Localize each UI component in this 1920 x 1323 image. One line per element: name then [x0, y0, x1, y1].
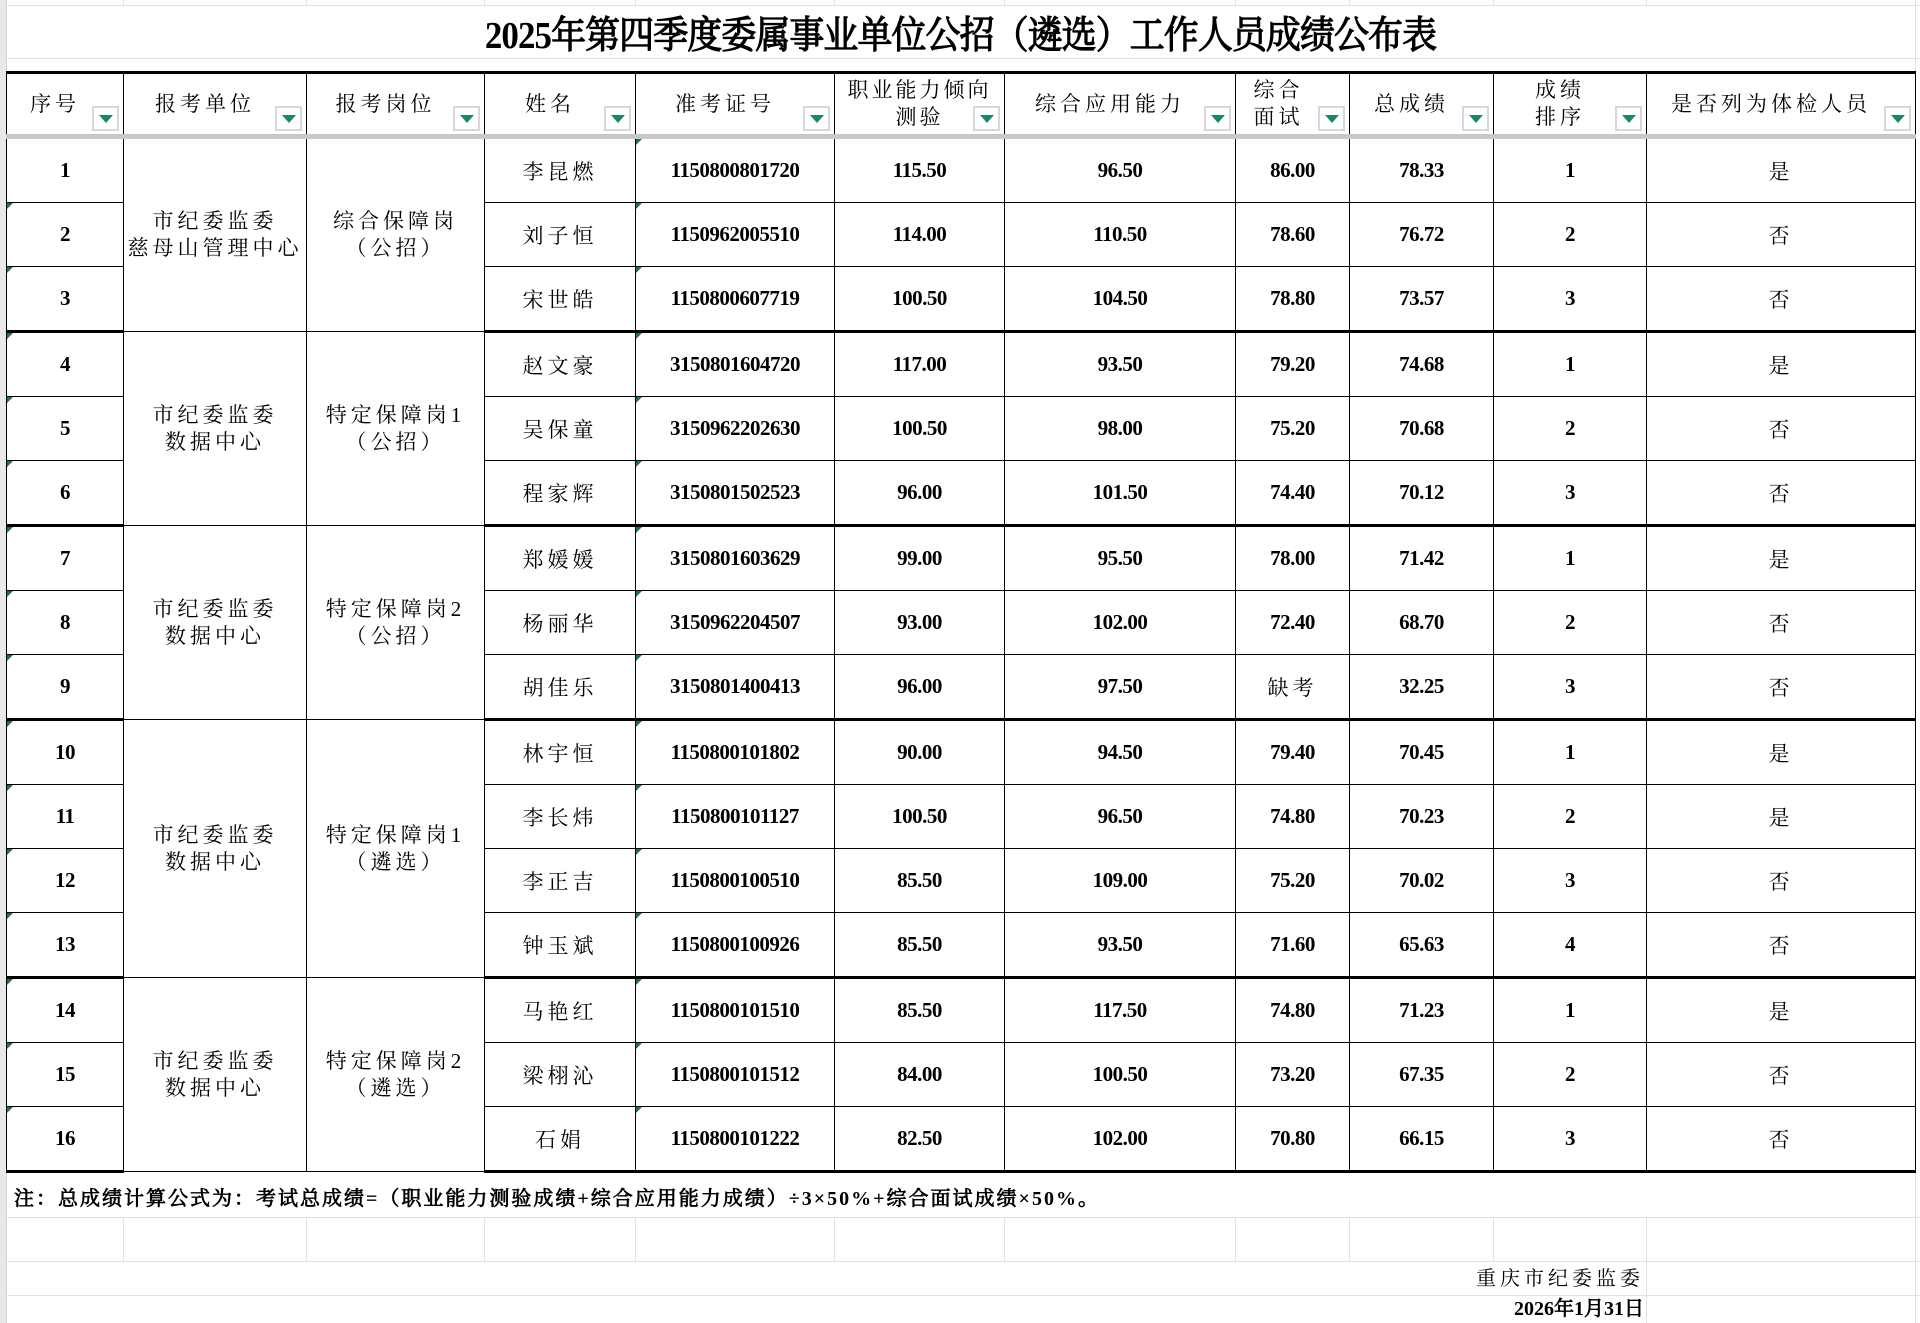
gridline	[123, 1217, 124, 1261]
cell-total[interactable]: 65.63	[1350, 913, 1494, 978]
header-name: 姓名	[485, 73, 636, 137]
dropdown-arrow-icon	[1325, 115, 1339, 123]
cell-physical[interactable]: 是	[1647, 137, 1916, 203]
error-indicator-icon	[636, 785, 642, 791]
cell-total[interactable]: 71.23	[1350, 978, 1494, 1043]
filter-dropdown-button[interactable]	[1884, 106, 1911, 131]
cell-ticket[interactable]: 3150962204507	[636, 591, 835, 655]
cell-rank[interactable]: 2	[1494, 591, 1647, 655]
cell-ticket[interactable]: 1150800101802	[636, 720, 835, 785]
unit-line: 数据中心	[165, 1075, 265, 1100]
cell-aptitude[interactable]: 85.50	[835, 913, 1005, 978]
cell-name[interactable]: 郑媛媛	[485, 526, 636, 591]
cell-seq[interactable]: 13	[7, 913, 124, 978]
cell-applied[interactable]: 104.50	[1005, 267, 1236, 332]
error-indicator-icon	[7, 203, 13, 209]
cell-name[interactable]: 马艳红	[485, 978, 636, 1043]
cell-unit[interactable]	[124, 978, 307, 1172]
cell-seq[interactable]: 16	[7, 1107, 124, 1172]
cell-total[interactable]: 32.25	[1350, 655, 1494, 720]
gridline	[1493, 1217, 1494, 1261]
cell-rank[interactable]: 1	[1494, 978, 1647, 1043]
cell-total[interactable]: 74.68	[1350, 332, 1494, 397]
header-physical: 是否列为体检人员	[1647, 73, 1916, 137]
cell-aptitude[interactable]: 85.50	[835, 849, 1005, 913]
table-row	[7, 720, 1916, 785]
gridline	[484, 1217, 485, 1261]
post-line: （公招）	[345, 623, 446, 648]
dropdown-arrow-icon	[99, 115, 113, 123]
filter-dropdown-button[interactable]	[92, 106, 119, 131]
cell-ticket[interactable]: 1150800607719	[636, 267, 835, 332]
cell-ticket[interactable]: 1150800801720	[636, 137, 835, 203]
cell-interview[interactable]: 74.80	[1236, 978, 1350, 1043]
gridline	[6, 1261, 1920, 1262]
cell-total[interactable]: 66.15	[1350, 1107, 1494, 1172]
error-indicator-icon	[7, 461, 13, 467]
post-line: （公招）	[345, 429, 446, 454]
cell-applied[interactable]: 117.50	[1005, 978, 1236, 1043]
gridline	[6, 1217, 1920, 1218]
filter-dropdown-button[interactable]	[1615, 106, 1642, 131]
cell-physical[interactable]: 否	[1647, 397, 1916, 461]
post-line: 特定保障岗2	[325, 1048, 466, 1073]
cell-interview[interactable]: 72.40	[1236, 591, 1350, 655]
cell-total[interactable]: 70.23	[1350, 785, 1494, 849]
cell-aptitude[interactable]: 100.50	[835, 397, 1005, 461]
error-indicator-icon	[636, 913, 642, 919]
error-indicator-icon	[636, 849, 642, 855]
unit-line: 市纪委监委	[152, 402, 278, 427]
cell-ticket[interactable]: 1150800101510	[636, 978, 835, 1043]
unit-line: 数据中心	[165, 849, 265, 874]
cell-interview[interactable]: 78.80	[1236, 267, 1350, 332]
error-indicator-icon	[7, 979, 13, 985]
error-indicator-icon	[636, 591, 642, 597]
dropdown-arrow-icon	[980, 115, 994, 123]
error-indicator-icon	[7, 267, 13, 273]
cell-physical[interactable]: 否	[1647, 203, 1916, 267]
unit-line: 市纪委监委	[152, 822, 278, 847]
cell-name[interactable]: 石娟	[485, 1107, 636, 1172]
cell-aptitude[interactable]: 99.00	[835, 526, 1005, 591]
cell-rank[interactable]: 4	[1494, 913, 1647, 978]
sheet-title: 2025年第四季度委属事业单位公招（遴选）工作人员成绩公布表	[484, 15, 1437, 57]
unit-line: 数据中心	[165, 429, 265, 454]
dropdown-arrow-icon	[1622, 115, 1636, 123]
error-indicator-icon	[7, 721, 13, 727]
gridline	[834, 1217, 835, 1261]
error-indicator-icon	[636, 461, 642, 467]
cell-applied[interactable]: 101.50	[1005, 461, 1236, 526]
cell-unit[interactable]	[124, 526, 307, 720]
cell-aptitude[interactable]: 100.50	[835, 785, 1005, 849]
cell-applied[interactable]: 109.00	[1005, 849, 1236, 913]
cell-interview[interactable]: 79.40	[1236, 720, 1350, 785]
table-body	[7, 137, 1916, 1172]
cell-name[interactable]: 吴保童	[485, 397, 636, 461]
cell-aptitude[interactable]: 82.50	[835, 1107, 1005, 1172]
cell-applied[interactable]: 97.50	[1005, 655, 1236, 720]
cell-rank[interactable]: 2	[1494, 785, 1647, 849]
cell-name[interactable]: 胡佳乐	[485, 655, 636, 720]
error-indicator-icon	[636, 203, 642, 209]
cell-rank[interactable]: 1	[1494, 332, 1647, 397]
cell-ticket[interactable]: 1150962005510	[636, 203, 835, 267]
gridline	[1235, 1217, 1236, 1261]
cell-aptitude[interactable]: 115.50	[835, 137, 1005, 203]
cell-rank[interactable]: 1	[1494, 137, 1647, 203]
error-indicator-icon	[636, 979, 642, 985]
cell-post[interactable]	[307, 978, 485, 1172]
cell-physical[interactable]: 否	[1647, 849, 1916, 913]
filter-dropdown-button[interactable]	[1204, 106, 1231, 131]
cell-interview[interactable]: 79.20	[1236, 332, 1350, 397]
gridline	[306, 1217, 307, 1261]
cell-seq[interactable]: 5	[7, 397, 124, 461]
cell-rank[interactable]: 3	[1494, 849, 1647, 913]
cell-name[interactable]: 宋世皓	[485, 267, 636, 332]
error-indicator-icon	[636, 655, 642, 661]
cell-aptitude[interactable]: 96.00	[835, 655, 1005, 720]
cell-interview[interactable]: 70.80	[1236, 1107, 1350, 1172]
cell-unit[interactable]	[124, 137, 307, 332]
error-indicator-icon	[636, 1043, 642, 1049]
gridline	[1004, 1217, 1005, 1261]
cell-applied[interactable]: 98.00	[1005, 397, 1236, 461]
cell-seq[interactable]: 8	[7, 591, 124, 655]
unit-line: 数据中心	[165, 623, 265, 648]
cell-name[interactable]: 钟玉斌	[485, 913, 636, 978]
filter-dropdown-button[interactable]	[1462, 106, 1489, 131]
header-ticket: 准考证号	[636, 73, 835, 137]
cell-seq[interactable]: 6	[7, 461, 124, 526]
cell-total[interactable]: 67.35	[1350, 1043, 1494, 1107]
header-rank: 成绩排序	[1494, 73, 1647, 137]
cell-seq[interactable]: 9	[7, 655, 124, 720]
cell-name[interactable]: 林宇恒	[485, 720, 636, 785]
cell-rank[interactable]: 3	[1494, 461, 1647, 526]
cell-applied[interactable]: 93.50	[1005, 913, 1236, 978]
error-indicator-icon	[7, 333, 13, 339]
cell-aptitude[interactable]: 84.00	[835, 1043, 1005, 1107]
cell-physical[interactable]: 否	[1647, 267, 1916, 332]
cell-rank[interactable]: 1	[1494, 526, 1647, 591]
cell-total[interactable]: 70.12	[1350, 461, 1494, 526]
cell-total[interactable]: 76.72	[1350, 203, 1494, 267]
cell-ticket[interactable]: 1150800100926	[636, 913, 835, 978]
cell-aptitude[interactable]: 90.00	[835, 720, 1005, 785]
error-indicator-icon	[7, 785, 13, 791]
header-aptitude: 职业能力倾向测验	[835, 73, 1005, 137]
error-indicator-icon	[636, 333, 642, 339]
cell-total[interactable]: 73.57	[1350, 267, 1494, 332]
cell-interview[interactable]: 缺考	[1236, 655, 1350, 720]
error-indicator-icon	[7, 397, 13, 403]
cell-name[interactable]: 李昆燃	[485, 137, 636, 203]
error-indicator-icon	[636, 527, 642, 533]
cell-rank[interactable]: 2	[1494, 203, 1647, 267]
cell-interview[interactable]: 74.80	[1236, 785, 1350, 849]
cell-ticket[interactable]: 1150800101127	[636, 785, 835, 849]
header-post: 报考岗位	[307, 73, 485, 137]
cell-rank[interactable]: 3	[1494, 655, 1647, 720]
cell-ticket[interactable]: 3150801400413	[636, 655, 835, 720]
table-row	[7, 526, 1916, 591]
dropdown-arrow-icon	[460, 115, 474, 123]
cell-ticket[interactable]: 3150801603629	[636, 526, 835, 591]
cell-name[interactable]: 杨丽华	[485, 591, 636, 655]
header-row	[7, 73, 1916, 137]
table-row	[7, 978, 1916, 1043]
cell-rank[interactable]: 1	[1494, 720, 1647, 785]
cell-ticket[interactable]: 3150801604720	[636, 332, 835, 397]
cell-unit[interactable]	[124, 720, 307, 978]
cell-total[interactable]: 70.45	[1350, 720, 1494, 785]
cell-applied[interactable]: 100.50	[1005, 1043, 1236, 1107]
signature-org: 重庆市纪委监委	[1476, 1268, 1644, 1290]
header-seq: 序号	[7, 73, 124, 137]
cell-interview[interactable]: 75.20	[1236, 397, 1350, 461]
filter-dropdown-button[interactable]	[1318, 106, 1345, 131]
filter-dropdown-button[interactable]	[604, 106, 631, 131]
dropdown-arrow-icon	[282, 115, 296, 123]
cell-ticket[interactable]: 1150800101222	[636, 1107, 835, 1172]
cell-physical[interactable]: 否	[1647, 1043, 1916, 1107]
cell-seq[interactable]: 15	[7, 1043, 124, 1107]
cell-applied[interactable]: 102.00	[1005, 591, 1236, 655]
cell-aptitude[interactable]: 93.00	[835, 591, 1005, 655]
unit-line: 慈母山管理中心	[127, 236, 303, 260]
cell-name[interactable]: 李长炜	[485, 785, 636, 849]
cell-physical[interactable]: 否	[1647, 591, 1916, 655]
cell-aptitude[interactable]: 96.00	[835, 461, 1005, 526]
cell-ticket[interactable]: 1150800101512	[636, 1043, 835, 1107]
cell-applied[interactable]: 110.50	[1005, 203, 1236, 267]
cell-ticket[interactable]: 3150962202630	[636, 397, 835, 461]
cell-physical[interactable]: 否	[1647, 655, 1916, 720]
cell-aptitude[interactable]: 100.50	[835, 267, 1005, 332]
dropdown-arrow-icon	[1469, 115, 1483, 123]
error-indicator-icon	[636, 721, 642, 727]
cell-rank[interactable]: 2	[1494, 397, 1647, 461]
cell-total[interactable]: 68.70	[1350, 591, 1494, 655]
cell-post[interactable]	[307, 137, 485, 332]
cell-applied[interactable]: 93.50	[1005, 332, 1236, 397]
table-row	[7, 332, 1916, 397]
cell-total[interactable]: 71.42	[1350, 526, 1494, 591]
cell-total[interactable]: 70.02	[1350, 849, 1494, 913]
cell-aptitude[interactable]: 114.00	[835, 203, 1005, 267]
cell-name[interactable]: 李正吉	[485, 849, 636, 913]
cell-seq[interactable]: 7	[7, 526, 124, 591]
cell-name[interactable]: 梁栩沁	[485, 1043, 636, 1107]
post-line: 特定保障岗1	[325, 822, 466, 847]
error-indicator-icon	[636, 139, 642, 145]
dropdown-arrow-icon	[810, 115, 824, 123]
post-line: 特定保障岗1	[325, 402, 466, 427]
error-indicator-icon	[7, 655, 13, 661]
cell-aptitude[interactable]: 117.00	[835, 332, 1005, 397]
cell-interview[interactable]: 78.60	[1236, 203, 1350, 267]
post-line: 综合保障岗	[333, 209, 458, 233]
cell-physical[interactable]: 是	[1647, 332, 1916, 397]
cell-name[interactable]: 刘子恒	[485, 203, 636, 267]
cell-seq[interactable]: 4	[7, 332, 124, 397]
cell-applied[interactable]: 94.50	[1005, 720, 1236, 785]
error-indicator-icon	[7, 591, 13, 597]
cell-interview[interactable]: 86.00	[1236, 137, 1350, 203]
cell-seq[interactable]: 10	[7, 720, 124, 785]
post-line: （遴选）	[345, 849, 446, 874]
cell-total[interactable]: 70.68	[1350, 397, 1494, 461]
signature-date: 2026年1月31日	[1514, 1298, 1644, 1320]
error-indicator-icon	[636, 1107, 642, 1113]
cell-post[interactable]	[307, 526, 485, 720]
cell-physical[interactable]: 是	[1647, 978, 1916, 1043]
post-line: （遴选）	[345, 1075, 446, 1100]
cell-interview[interactable]: 78.00	[1236, 526, 1350, 591]
error-indicator-icon	[7, 527, 13, 533]
header-total: 总成绩	[1350, 73, 1494, 137]
unit-line: 市纪委监委	[152, 596, 278, 621]
cell-rank[interactable]: 3	[1494, 267, 1647, 332]
cell-seq[interactable]: 2	[7, 203, 124, 267]
cell-seq[interactable]: 1	[7, 137, 124, 203]
error-indicator-icon	[7, 913, 13, 919]
cell-post[interactable]	[307, 720, 485, 978]
cell-applied[interactable]: 95.50	[1005, 526, 1236, 591]
post-line: 特定保障岗2	[325, 596, 466, 621]
error-indicator-icon	[636, 397, 642, 403]
cell-applied[interactable]: 96.50	[1005, 785, 1236, 849]
cell-ticket[interactable]: 3150801502523	[636, 461, 835, 526]
gridline	[1349, 1217, 1350, 1261]
header-interview: 综合面试	[1236, 73, 1350, 137]
dropdown-arrow-icon	[1891, 115, 1905, 123]
filter-dropdown-button[interactable]	[803, 106, 830, 131]
post-line: （公招）	[345, 236, 446, 260]
gridline	[635, 1217, 636, 1261]
error-indicator-icon	[636, 267, 642, 273]
cell-applied[interactable]: 102.00	[1005, 1107, 1236, 1172]
cell-seq[interactable]: 3	[7, 267, 124, 332]
cell-rank[interactable]: 2	[1494, 1043, 1647, 1107]
gridline	[1646, 1217, 1647, 1323]
cell-physical[interactable]: 否	[1647, 913, 1916, 978]
cell-seq[interactable]: 14	[7, 978, 124, 1043]
header-unit: 报考单位	[124, 73, 307, 137]
cell-aptitude[interactable]: 85.50	[835, 978, 1005, 1043]
cell-interview[interactable]: 74.40	[1236, 461, 1350, 526]
cell-physical[interactable]: 是	[1647, 720, 1916, 785]
cell-physical[interactable]: 否	[1647, 461, 1916, 526]
cell-post[interactable]	[307, 332, 485, 526]
cell-physical[interactable]: 是	[1647, 785, 1916, 849]
unit-line: 市纪委监委	[152, 1048, 278, 1073]
scores-table	[6, 71, 1916, 1173]
dropdown-arrow-icon	[1211, 115, 1225, 123]
cell-physical[interactable]: 是	[1647, 526, 1916, 591]
filter-dropdown-button[interactable]	[453, 106, 480, 131]
cell-interview[interactable]: 75.20	[1236, 849, 1350, 913]
cell-rank[interactable]: 3	[1494, 1107, 1647, 1172]
formula-note: 注：总成绩计算公式为：考试总成绩=（职业能力测验成绩+综合应用能力成绩）÷3×50%+综合面试成绩×50%。	[14, 1187, 1100, 1210]
cell-interview[interactable]: 73.20	[1236, 1043, 1350, 1107]
cell-interview[interactable]: 71.60	[1236, 913, 1350, 978]
error-indicator-icon	[7, 1107, 13, 1113]
cell-applied[interactable]: 96.50	[1005, 137, 1236, 203]
cell-name[interactable]: 赵文豪	[485, 332, 636, 397]
cell-name[interactable]: 程家辉	[485, 461, 636, 526]
error-indicator-icon	[7, 849, 13, 855]
error-indicator-icon	[7, 1043, 13, 1049]
dropdown-arrow-icon	[611, 115, 625, 123]
cell-total[interactable]: 78.33	[1350, 137, 1494, 203]
cell-ticket[interactable]: 1150800100510	[636, 849, 835, 913]
filter-dropdown-button[interactable]	[275, 106, 302, 131]
cell-seq[interactable]: 12	[7, 849, 124, 913]
table-row	[7, 137, 1916, 203]
unit-line: 市纪委监委	[152, 209, 278, 233]
cell-seq[interactable]: 11	[7, 785, 124, 849]
header-applied: 综合应用能力	[1005, 73, 1236, 137]
cell-physical[interactable]: 否	[1647, 1107, 1916, 1172]
filter-dropdown-button[interactable]	[973, 106, 1000, 131]
cell-unit[interactable]	[124, 332, 307, 526]
